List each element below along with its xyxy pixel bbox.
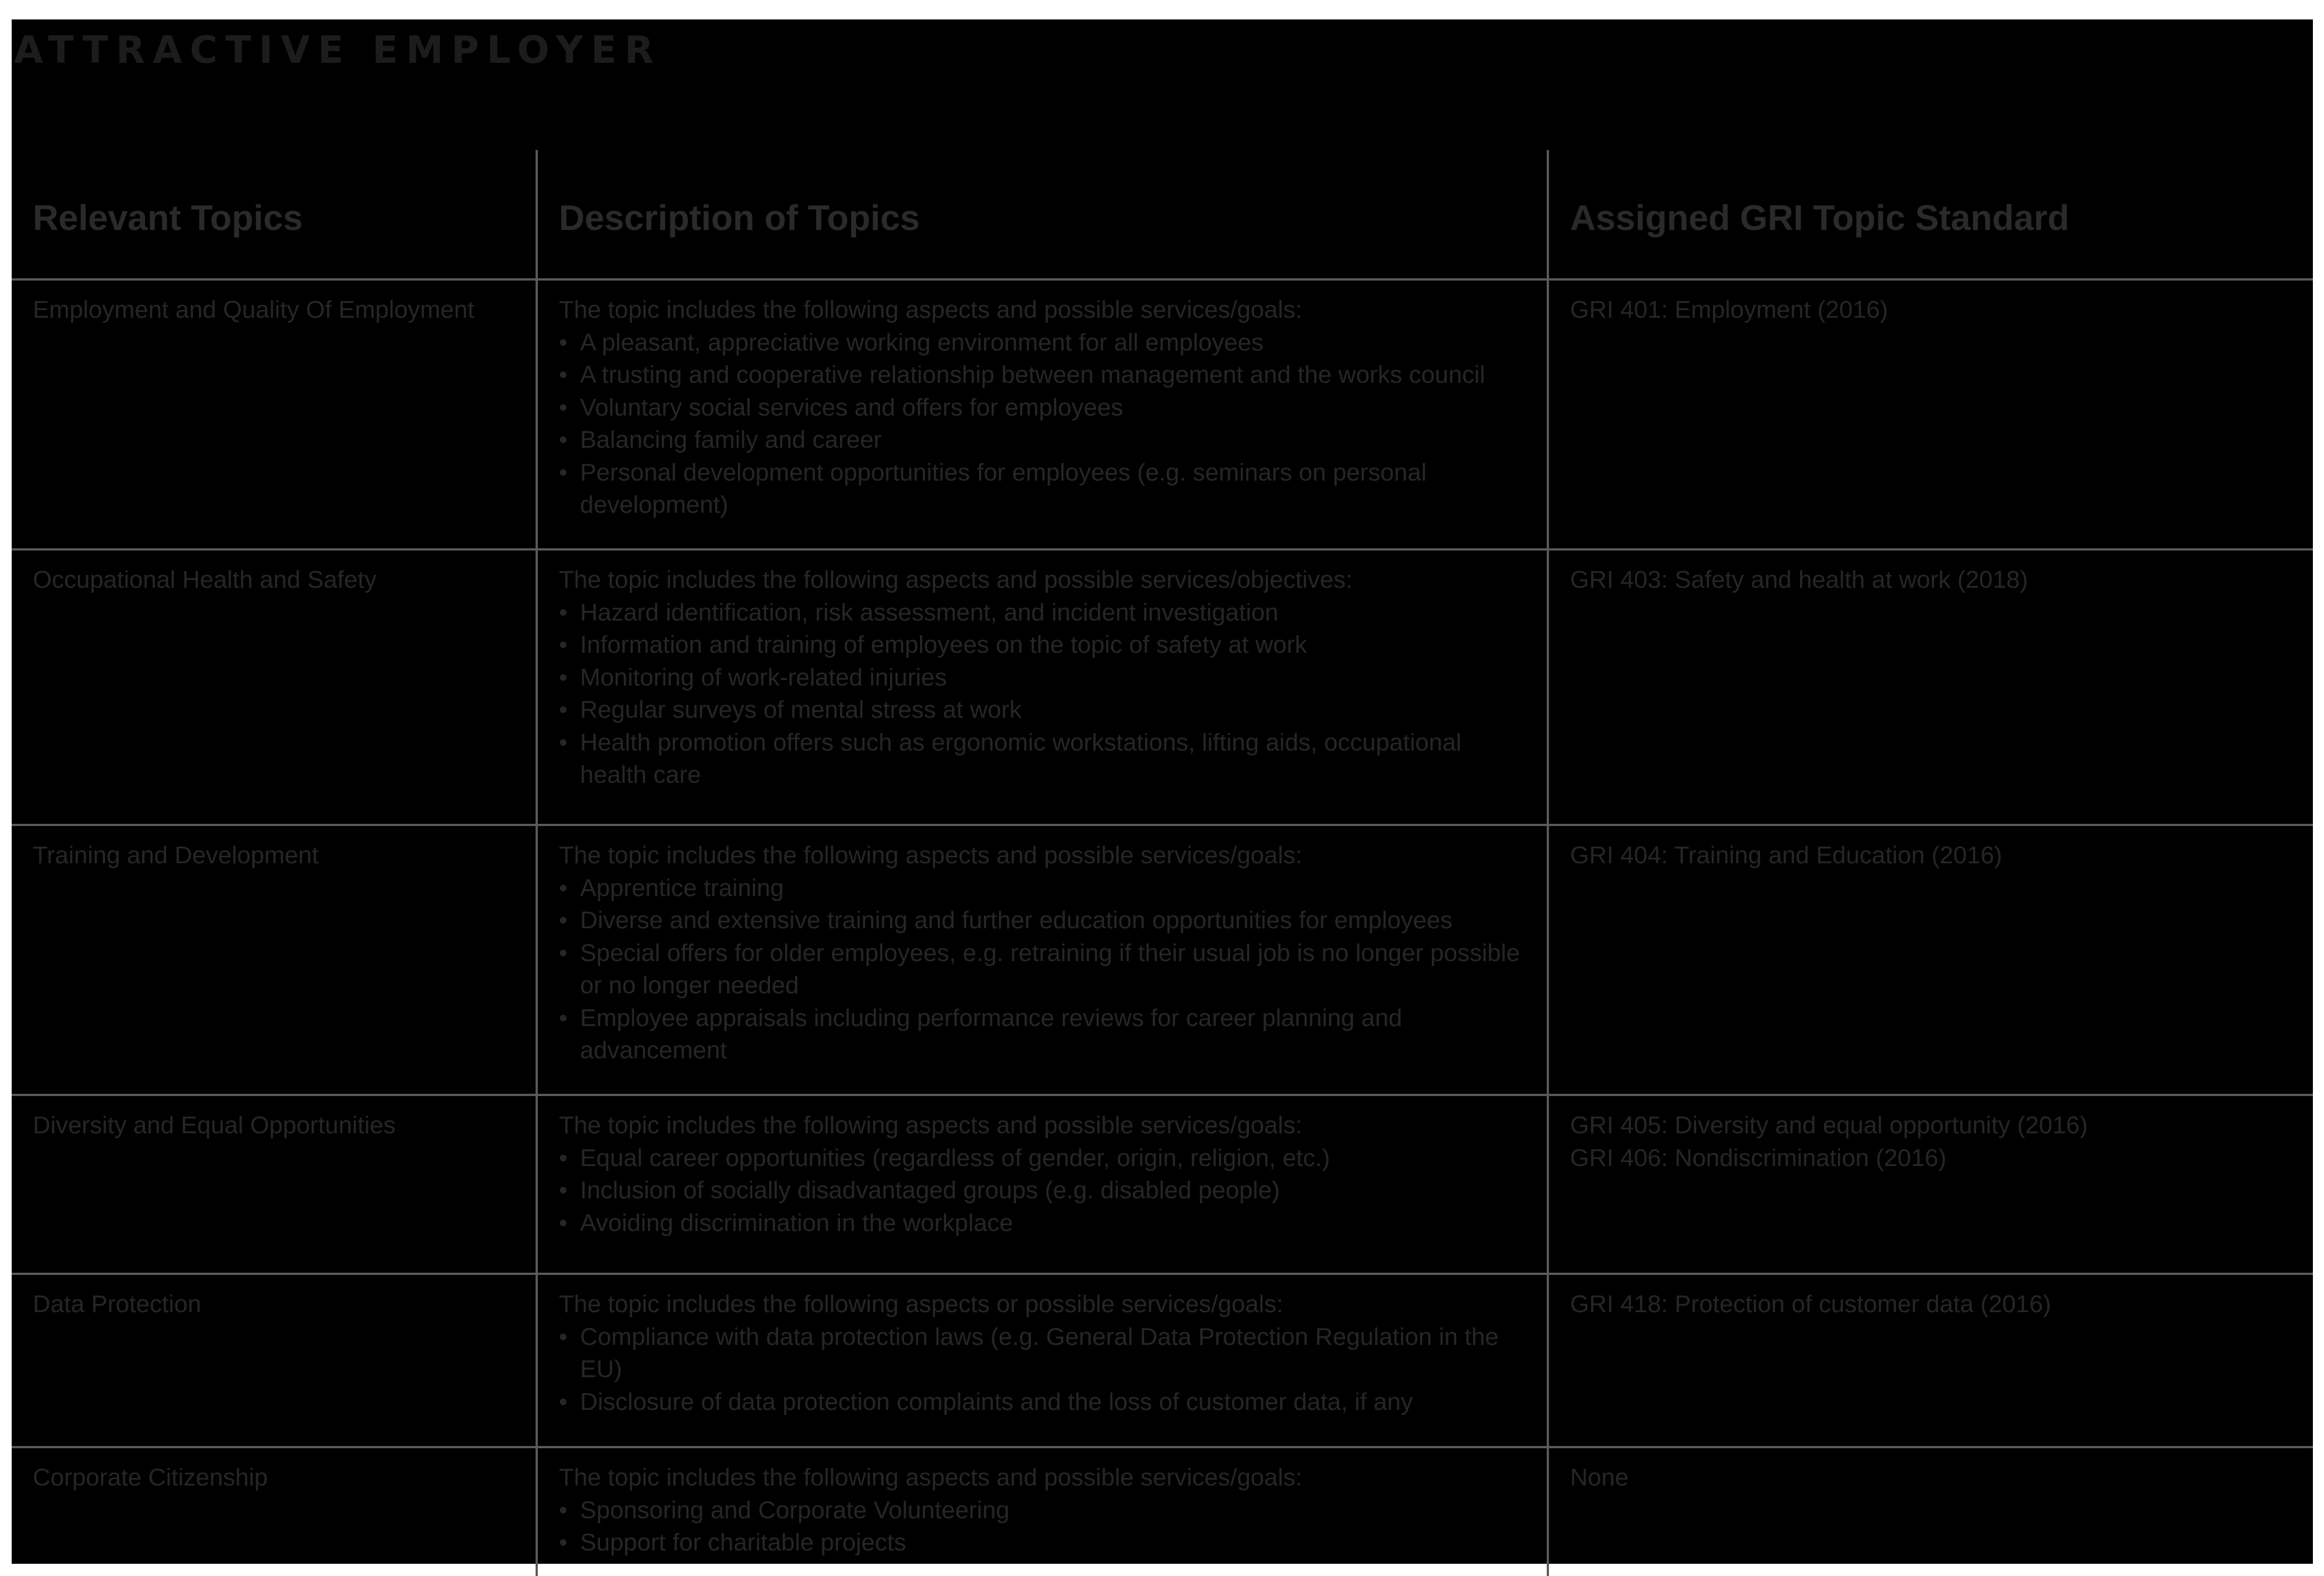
topic-cell: Data Protection — [12, 1274, 537, 1447]
gri-cell — [1548, 549, 2313, 825]
list-item: • Employee appraisals including performance reviews for career planning and advancement — [559, 1002, 1526, 1067]
description-intro: The topic includes the following aspects and possible services/goals: — [559, 842, 1302, 869]
gri-cell — [1548, 279, 2313, 549]
description-cell — [537, 1274, 1548, 1447]
list-item: • Special offers for older employees, e.g. retraining if their usual job is no longer possible or no longer needed — [559, 937, 1526, 1002]
list-item: • Hazard identification, risk assessment, and incident investigation — [559, 597, 1526, 629]
gri-standard: GRI 404: Training and Education (2016) — [1570, 842, 2002, 869]
table-row — [12, 1447, 2313, 1576]
description-list — [559, 1494, 1526, 1559]
gri-standard: None — [1570, 1464, 1629, 1491]
table-row — [12, 1095, 2313, 1274]
description-list — [559, 1142, 1526, 1240]
column-header-topics: Relevant Topics — [12, 150, 537, 279]
list-item: • Monitoring of work-related injuries — [559, 662, 1526, 694]
table-row — [12, 279, 2313, 549]
topic-cell: Training and Development — [12, 825, 537, 1095]
column-header-description: Description of Topics — [537, 150, 1548, 279]
list-item: • Avoiding discrimination in the workplace — [559, 1207, 1526, 1240]
list-item: • A pleasant, appreciative working environment for all employees — [559, 327, 1526, 359]
list-item: • Compliance with data protection laws (e.g. General Data Protection Regulation in the EU) — [559, 1321, 1526, 1386]
list-item: • Support for charitable projects — [559, 1527, 1526, 1559]
description-intro: The topic includes the following aspects and possible services/objectives: — [559, 566, 1353, 593]
list-item: • Inclusion of socially disadvantaged groups (e.g. disabled people) — [559, 1174, 1526, 1207]
description-intro: The topic includes the following aspects and possible services/goals: — [559, 296, 1302, 323]
description-cell — [537, 279, 1548, 549]
description-list — [559, 872, 1526, 1067]
description-intro: The topic includes the following aspects and possible services/goals: — [559, 1464, 1302, 1491]
gri-standard: GRI 403: Safety and health at work (2018) — [1570, 566, 2028, 593]
list-item: • Regular surveys of mental stress at work — [559, 694, 1526, 727]
list-item: • Information and training of employees on the topic of safety at work — [559, 629, 1526, 662]
topics-table — [12, 150, 2313, 1576]
topic-cell: Diversity and Equal Opportunities — [12, 1095, 537, 1274]
description-cell — [537, 549, 1548, 825]
table-header-row — [12, 150, 2313, 279]
list-item: • Diverse and extensive training and further education opportunities for employees — [559, 904, 1526, 937]
gri-standard: GRI 406: Nondiscrimination (2016) — [1570, 1144, 1947, 1172]
description-intro: The topic includes the following aspects and possible services/goals: — [559, 1112, 1302, 1139]
description-cell — [537, 1095, 1548, 1274]
list-item: • Equal career opportunities (regardless of gender, origin, religion, etc.) — [559, 1142, 1526, 1175]
topic-cell: Occupational Health and Safety — [12, 549, 537, 825]
gri-cell — [1548, 1095, 2313, 1274]
table-row — [12, 549, 2313, 825]
description-list — [559, 597, 1526, 792]
table-row — [12, 1274, 2313, 1447]
topic-cell: Employment and Quality Of Employment — [12, 279, 537, 549]
document-page — [12, 19, 2313, 1564]
description-cell — [537, 825, 1548, 1095]
list-item: • Disclosure of data protection complaints and the loss of customer data, if any — [559, 1386, 1526, 1419]
gri-standard: GRI 401: Employment (2016) — [1570, 296, 1888, 323]
gri-cell — [1548, 825, 2313, 1095]
table-row — [12, 825, 2313, 1095]
description-list — [559, 327, 1526, 522]
list-item: • Sponsoring and Corporate Volunteering — [559, 1494, 1526, 1527]
list-item: • Apprentice training — [559, 872, 1526, 905]
topic-cell: Corporate Citizenship — [33, 1464, 268, 1491]
list-item: • Personal development opportunities for employees (e.g. seminars on personal development) — [559, 457, 1526, 522]
gri-standard: GRI 405: Diversity and equal opportunity (2016) — [1570, 1112, 2088, 1139]
list-item: • Balancing family and career — [559, 424, 1526, 457]
description-cell — [537, 1447, 1548, 1576]
page-title: ATTRACTIVE EMPLOYER — [14, 28, 662, 72]
list-item: • Voluntary social services and offers for employees — [559, 392, 1526, 424]
gri-cell — [1548, 1274, 2313, 1447]
description-list — [559, 1321, 1526, 1419]
column-header-gri: Assigned GRI Topic Standard — [1548, 150, 2313, 279]
description-intro: The topic includes the following aspects or possible services/goals: — [559, 1290, 1283, 1318]
list-item: • Health promotion offers such as ergonomic workstations, lifting aids, occupational health care — [559, 727, 1526, 792]
gri-standard: GRI 418: Protection of customer data (2016) — [1570, 1290, 2051, 1318]
list-item: • A trusting and cooperative relationship between management and the works council — [559, 359, 1526, 392]
gri-cell — [1548, 1447, 2313, 1576]
